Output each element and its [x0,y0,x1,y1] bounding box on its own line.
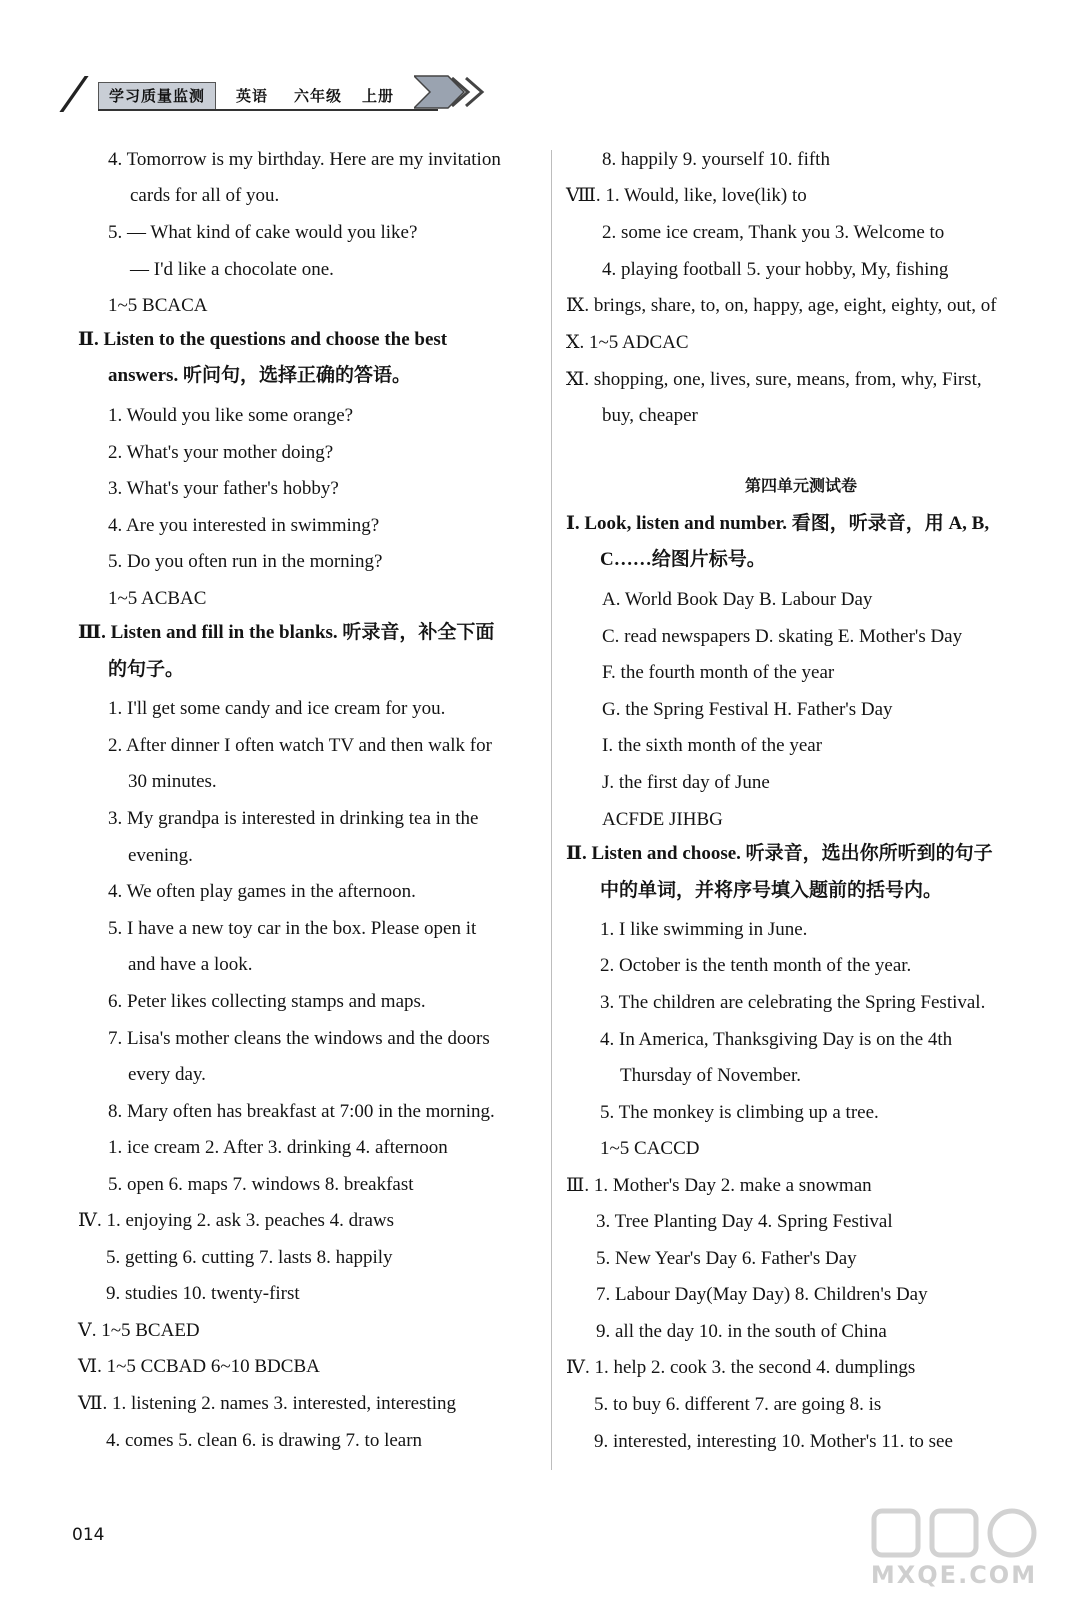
answer-line: 7. Lisa's mother cleans the windows and the doors [108,1028,490,1049]
answer-line: Ⅹ. 1~5 ADCAC [566,332,689,353]
answer-line: 4. Are you interested in swimming? [108,515,380,536]
page-number: 014 [72,1525,105,1545]
answer-line: 2. After dinner I often watch TV and then walk for [108,735,492,756]
question-instruction: 中的单词，并将序号填入题前的括号内。 [600,880,943,901]
answer-line: 5. — What kind of cake would you like? [108,222,418,243]
answer-line: 4. comes 5. clean 6. is drawing 7. to learn [106,1430,423,1451]
question-instruction: Ⅱ. Listen and choose. 听录音，选出你所听到的句子 [566,843,993,864]
answer-line: F. the fourth month of the year [602,662,835,683]
question-instruction: answers. 听问句，选择正确的答语。 [108,365,411,386]
answer-line: 9. all the day 10. in the south of China [596,1321,887,1342]
answer-line: 4. playing football 5. your hobby, My, fishing [602,259,949,280]
answer-line: ACFDE JIHBG [602,809,723,830]
answer-line: 2. some ice cream, Thank you 3. Welcome to [602,222,945,243]
answer-line: 2. What's your mother doing? [108,442,334,463]
answer-line: 3. My grandpa is interested in drinking tea in the [108,808,479,829]
section-heading: 第四单元测试卷 [744,476,857,495]
answer-line: 8. Mary often has breakfast at 7:00 in the morning. [108,1101,495,1122]
answer-line: and have a look. [128,954,253,975]
book-title: 学习质量监测 [98,82,216,110]
answer-line: 9. studies 10. twenty-first [106,1283,300,1304]
answer-line: 5. Do you often run in the morning? [108,551,383,572]
answer-line: Ⅳ. 1. help 2. cook 3. the second 4. dumplings [566,1357,916,1378]
page-header [72,70,502,116]
answer-line: Thursday of November. [620,1065,801,1086]
answer-line: Ⅸ. brings, share, to, on, happy, age, eight, eighty, out, of [566,295,997,316]
chevron-arrows-icon [414,72,494,112]
answer-line: C. read newspapers D. skating E. Mother's Day [602,626,963,647]
answer-line: 5. to buy 6. different 7. are going 8. is [594,1394,882,1415]
answer-line: 8. happily 9. yourself 10. fifth [602,149,830,170]
answer-line: evening. [128,845,193,866]
answer-line: Ⅲ. 1. Mother's Day 2. make a snowman [566,1175,872,1196]
question-instruction: Ⅲ. Listen and fill in the blanks. 听录音，补全下面 [78,622,495,643]
answer-line: 3. The children are celebrating the Spring Festival. [600,992,986,1013]
answer-line: A. World Book Day B. Labour Day [602,589,873,610]
answer-line: 5. The monkey is climbing up a tree. [600,1102,879,1123]
answer-line: 4. In America, Thanksgiving Day is on the 4th [600,1029,953,1050]
answer-line: 1~5 CACCD [600,1138,700,1159]
answer-line: G. the Spring Festival H. Father's Day [602,699,893,720]
answer-line: 5. New Year's Day 6. Father's Day [596,1248,857,1269]
question-instruction: C……给图片标号。 [600,549,766,570]
answer-line: Ⅶ. 1. listening 2. names 3. interested, interesting [78,1393,457,1414]
grade-label: 六年级 [294,87,343,105]
watermark-mark-icon [864,1505,1044,1565]
answer-line: 4. Tomorrow is my birthday. Here are my invitation [108,149,501,170]
answer-line: 7. Labour Day(May Day) 8. Children's Day [596,1284,928,1305]
answer-line: cards for all of you. [130,185,280,206]
answer-line: 30 minutes. [128,771,217,792]
answer-line: 2. October is the tenth month of the year. [600,955,912,976]
answer-line: J. the first day of June [602,772,770,793]
answer-line: Ⅴ. 1~5 BCAED [78,1320,200,1341]
answer-line: Ⅺ. shopping, one, lives, sure, means, from, why, First, [566,369,982,390]
question-instruction: 的句子。 [108,659,185,680]
answer-line: 9. interested, interesting 10. Mother's 11. to see [594,1431,953,1452]
subject-label: 英语 [236,87,269,105]
answer-line: 1~5 ACBAC [108,588,207,609]
column-divider [551,150,552,1470]
volume-label: 上册 [362,87,395,105]
answer-line: 1~5 BCACA [108,295,208,316]
watermark-logo [864,1505,1044,1593]
question-instruction: Ⅱ. Listen to the questions and choose the best [78,329,448,350]
answer-line: — I'd like a chocolate one. [130,259,334,280]
answer-line: 5. open 6. maps 7. windows 8. breakfast [108,1174,414,1195]
answer-line: buy, cheaper [602,405,698,426]
answer-line: 1. I'll get some candy and ice cream for you. [108,698,446,719]
answer-line: 6. Peter likes collecting stamps and maps. [108,991,426,1012]
answer-line: 5. getting 6. cutting 7. lasts 8. happily [106,1247,393,1268]
header-rule [98,109,438,111]
answer-line: 1. Would you like some orange? [108,405,354,426]
answer-line: 5. I have a new toy car in the box. Please open it [108,918,477,939]
answer-line: 3. Tree Planting Day 4. Spring Festival [596,1211,893,1232]
answer-line: 3. What's your father's hobby? [108,478,339,499]
answer-line: 1. ice cream 2. After 3. drinking 4. afternoon [108,1137,448,1158]
answer-line: I. the sixth month of the year [602,735,823,756]
answer-line: Ⅵ. 1~5 CCBAD 6~10 BDCBA [78,1356,320,1377]
answer-line: every day. [128,1064,206,1085]
answer-line: 4. We often play games in the afternoon. [108,881,416,902]
answer-line: Ⅳ. 1. enjoying 2. ask 3. peaches 4. draws [78,1210,395,1231]
answer-line: 1. I like swimming in June. [600,919,808,940]
watermark-text: MXQE.COM [870,1561,1038,1589]
question-instruction: Ⅰ. Look, listen and number. 看图，听录音，用 A, B, [566,513,990,534]
answer-line: Ⅷ. 1. Would, like, love(lik) to [566,185,807,206]
